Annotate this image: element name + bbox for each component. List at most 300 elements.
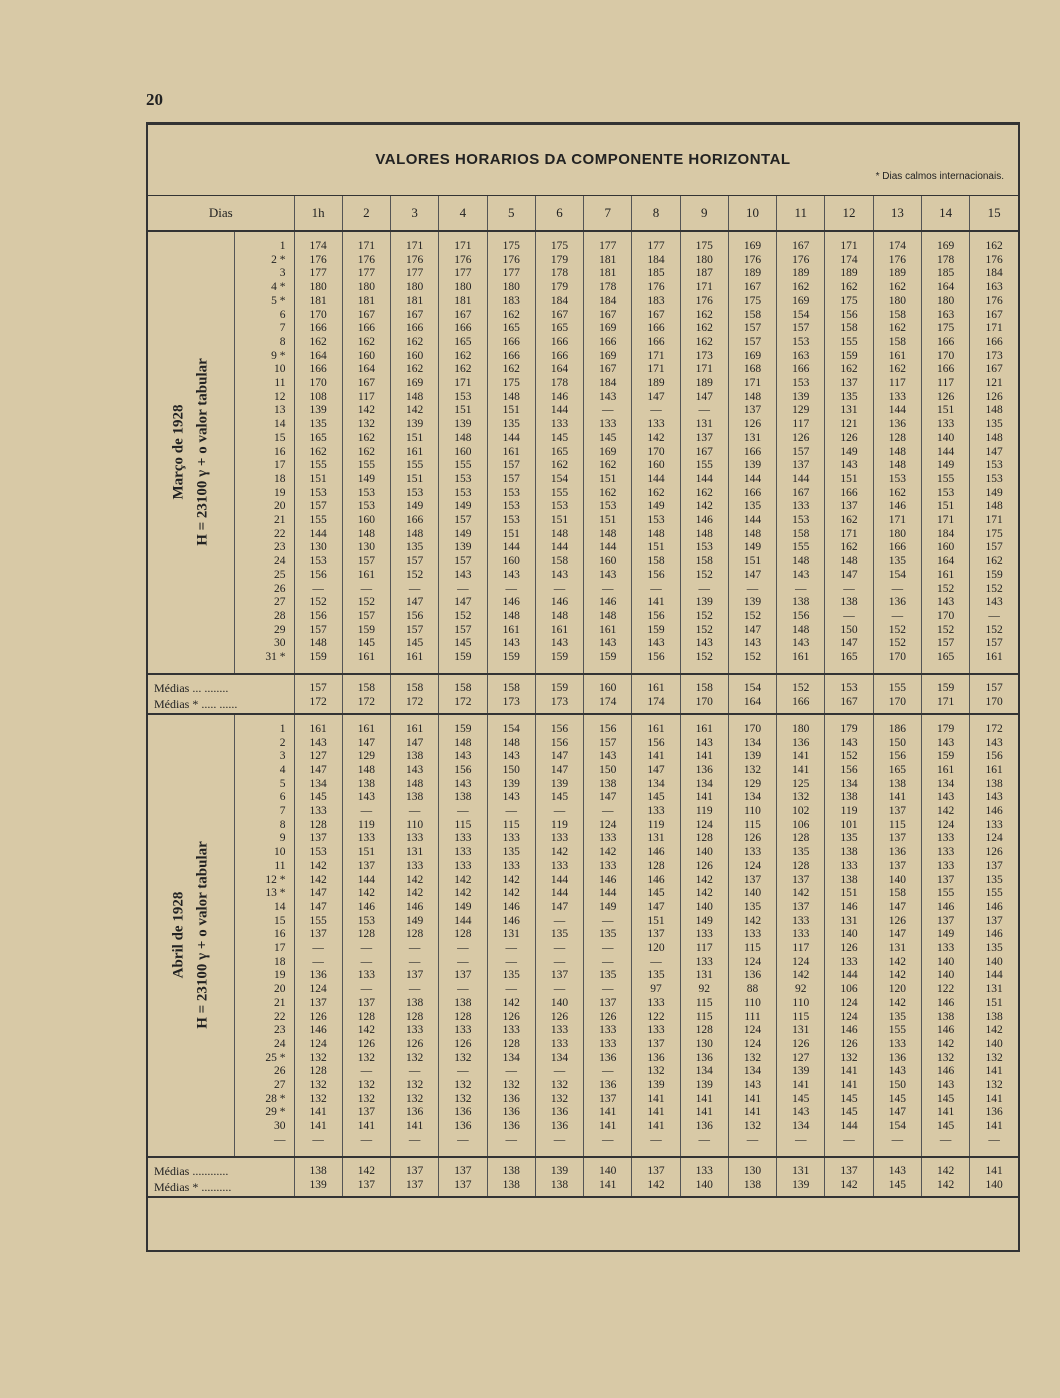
value-cell: 130 <box>680 1038 728 1052</box>
value-cell: 178 <box>584 281 632 295</box>
hour-header: 10 <box>728 196 776 232</box>
value-cell: 124 <box>680 819 728 833</box>
value-cell: 140 <box>921 432 969 446</box>
table-row <box>148 956 1018 970</box>
value-cell: — <box>391 942 439 956</box>
value-cell: 115 <box>439 819 487 833</box>
value-cell: 159 <box>439 651 487 665</box>
table-row <box>148 928 1018 942</box>
value-cell: 124 <box>825 997 873 1011</box>
value-cell: 171 <box>970 514 1018 528</box>
medias-value: 170 <box>680 695 728 714</box>
value-cell: 146 <box>487 901 535 915</box>
value-cell: 133 <box>728 846 776 860</box>
value-cell: 150 <box>584 764 632 778</box>
value-cell: 144 <box>487 432 535 446</box>
value-cell: 136 <box>873 1052 921 1066</box>
value-cell: 136 <box>584 1079 632 1093</box>
medias-label: Médias ............ <box>148 1157 294 1178</box>
value-cell: — <box>584 1065 632 1079</box>
value-cell: — <box>535 1134 583 1148</box>
value-cell: 161 <box>873 350 921 364</box>
value-cell: 144 <box>680 473 728 487</box>
value-cell: 149 <box>728 541 776 555</box>
medias-value: 158 <box>391 674 439 695</box>
value-cell: — <box>439 1134 487 1148</box>
value-cell: 146 <box>921 901 969 915</box>
value-cell: 156 <box>391 610 439 624</box>
value-cell: 142 <box>487 997 535 1011</box>
value-cell: 144 <box>825 1120 873 1134</box>
value-cell: 170 <box>728 723 776 737</box>
value-cell: 128 <box>294 1065 342 1079</box>
hour-header: 13 <box>873 196 921 232</box>
value-cell: 166 <box>342 322 390 336</box>
medias-value: 172 <box>439 695 487 714</box>
value-cell: 141 <box>584 1106 632 1120</box>
value-cell: 173 <box>970 350 1018 364</box>
value-cell: 142 <box>584 846 632 860</box>
value-cell: 151 <box>825 473 873 487</box>
value-cell: 138 <box>970 778 1018 792</box>
day-cell: 19 <box>274 969 286 982</box>
value-cell: 155 <box>921 473 969 487</box>
medias-value: 142 <box>921 1178 969 1197</box>
value-cell: 166 <box>391 514 439 528</box>
value-cell: 162 <box>584 459 632 473</box>
medias-value: 138 <box>487 1178 535 1197</box>
medias-value: 141 <box>970 1157 1018 1178</box>
value-cell: 157 <box>777 322 825 336</box>
value-cell: 155 <box>294 514 342 528</box>
value-cell: 132 <box>391 1079 439 1093</box>
value-cell: — <box>970 1134 1018 1148</box>
value-cell: 151 <box>391 432 439 446</box>
value-cell: 136 <box>873 846 921 860</box>
value-cell: — <box>294 956 342 970</box>
hour-header: 12 <box>825 196 873 232</box>
value-cell: 133 <box>777 915 825 929</box>
value-cell: 170 <box>921 610 969 624</box>
value-cell: 142 <box>777 887 825 901</box>
value-cell: 137 <box>294 997 342 1011</box>
value-cell: 134 <box>728 1065 776 1079</box>
value-cell: 133 <box>535 418 583 432</box>
table-row <box>148 764 1018 778</box>
day-cell: 26 <box>274 582 286 595</box>
table-row <box>148 432 1018 446</box>
value-cell: 132 <box>632 1065 680 1079</box>
table-row <box>148 610 1018 624</box>
value-cell: — <box>584 404 632 418</box>
value-cell: 143 <box>632 637 680 651</box>
value-cell: 137 <box>391 969 439 983</box>
value-cell: 135 <box>825 391 873 405</box>
medias-value: 145 <box>873 1178 921 1197</box>
value-cell: 167 <box>728 281 776 295</box>
table-row <box>148 819 1018 833</box>
value-cell: 132 <box>970 1079 1018 1093</box>
day-cell: 24 <box>274 555 286 568</box>
value-cell: 155 <box>970 887 1018 901</box>
value-cell: 156 <box>439 764 487 778</box>
value-cell: 133 <box>487 1024 535 1038</box>
value-cell: 176 <box>728 254 776 268</box>
value-cell: 121 <box>825 418 873 432</box>
value-cell: 153 <box>294 555 342 569</box>
value-cell: 134 <box>632 778 680 792</box>
value-cell: 133 <box>391 860 439 874</box>
value-cell: 135 <box>825 832 873 846</box>
value-cell: 171 <box>921 514 969 528</box>
value-cell: 143 <box>391 764 439 778</box>
value-cell: 147 <box>728 624 776 638</box>
medias-value: 137 <box>632 1157 680 1178</box>
value-cell: — <box>439 805 487 819</box>
medias-value: 172 <box>342 695 390 714</box>
day-cell: 20 <box>274 983 286 996</box>
table-row <box>148 1120 1018 1134</box>
value-cell: 142 <box>777 969 825 983</box>
value-cell: 149 <box>921 459 969 473</box>
table-row <box>148 240 1018 254</box>
value-cell: 185 <box>632 267 680 281</box>
table-row <box>148 322 1018 336</box>
medias-value: 143 <box>873 1157 921 1178</box>
value-cell: — <box>342 1134 390 1148</box>
value-cell: 142 <box>342 1024 390 1038</box>
value-cell: 122 <box>632 1011 680 1025</box>
table-row <box>148 1052 1018 1066</box>
value-cell: 144 <box>873 404 921 418</box>
value-cell: 143 <box>294 737 342 751</box>
value-cell: 143 <box>921 1079 969 1093</box>
value-cell: 177 <box>584 240 632 254</box>
value-cell: 155 <box>873 1024 921 1038</box>
value-cell: 141 <box>294 1106 342 1120</box>
value-cell: 133 <box>439 832 487 846</box>
value-cell: 143 <box>728 637 776 651</box>
table-row <box>148 791 1018 805</box>
value-cell: 159 <box>632 624 680 638</box>
value-cell: 135 <box>535 928 583 942</box>
value-cell: 144 <box>535 541 583 555</box>
medias-value: 142 <box>632 1178 680 1197</box>
day-cell: 20 <box>274 500 286 513</box>
table-row <box>148 737 1018 751</box>
value-cell: 189 <box>728 267 776 281</box>
value-cell: 177 <box>391 267 439 281</box>
value-cell: 133 <box>825 860 873 874</box>
day-cell: 9 <box>279 832 286 845</box>
value-cell: 124 <box>777 956 825 970</box>
table-row <box>148 309 1018 323</box>
hour-header: 1h <box>294 196 342 232</box>
value-cell: 171 <box>391 240 439 254</box>
value-cell: 146 <box>970 928 1018 942</box>
value-cell: 136 <box>294 969 342 983</box>
value-cell: 133 <box>584 418 632 432</box>
value-cell: 145 <box>342 637 390 651</box>
value-cell: 141 <box>873 791 921 805</box>
value-cell: 142 <box>873 956 921 970</box>
value-cell: 152 <box>680 651 728 665</box>
day-cell: 10 <box>274 846 286 859</box>
value-cell: 167 <box>777 240 825 254</box>
value-cell: 157 <box>777 446 825 460</box>
medias-value: 130 <box>728 1157 776 1178</box>
value-cell: 146 <box>680 514 728 528</box>
value-cell: 136 <box>391 1106 439 1120</box>
value-cell: 184 <box>584 295 632 309</box>
medias-value: 142 <box>342 1157 390 1178</box>
value-cell: 137 <box>584 997 632 1011</box>
value-cell: — <box>342 983 390 997</box>
value-cell: 159 <box>439 723 487 737</box>
value-cell: 164 <box>921 555 969 569</box>
medias-label: Médias * .......... <box>148 1178 294 1197</box>
value-cell: 139 <box>439 541 487 555</box>
value-cell: 131 <box>873 942 921 956</box>
value-cell: 133 <box>535 860 583 874</box>
table-row <box>148 295 1018 309</box>
value-cell: 133 <box>391 832 439 846</box>
day-cell: 15 <box>274 431 286 444</box>
value-cell: 126 <box>487 1011 535 1025</box>
value-cell: 170 <box>632 446 680 460</box>
value-cell: 151 <box>632 541 680 555</box>
value-cell: — <box>439 956 487 970</box>
value-cell: 177 <box>487 267 535 281</box>
value-cell: 151 <box>487 528 535 542</box>
value-cell: 138 <box>584 778 632 792</box>
value-cell: 162 <box>391 363 439 377</box>
value-cell: 146 <box>584 596 632 610</box>
value-cell: 140 <box>825 928 873 942</box>
value-cell: 162 <box>970 555 1018 569</box>
value-cell: 133 <box>342 969 390 983</box>
value-cell: 175 <box>921 322 969 336</box>
value-cell: 141 <box>680 1106 728 1120</box>
value-cell: 135 <box>487 846 535 860</box>
medias-value: 140 <box>680 1178 728 1197</box>
table-row <box>148 350 1018 364</box>
value-cell: 133 <box>391 1024 439 1038</box>
value-cell: 130 <box>342 541 390 555</box>
value-cell: 142 <box>391 887 439 901</box>
medias-value: 137 <box>342 1178 390 1197</box>
value-cell: 137 <box>921 915 969 929</box>
value-cell: 134 <box>535 1052 583 1066</box>
value-cell: 175 <box>728 295 776 309</box>
value-cell: 170 <box>294 377 342 391</box>
value-cell: 177 <box>294 267 342 281</box>
value-cell: 135 <box>391 541 439 555</box>
value-cell: 140 <box>680 901 728 915</box>
value-cell: 158 <box>535 555 583 569</box>
medias-value: 137 <box>825 1157 873 1178</box>
value-cell: 102 <box>777 805 825 819</box>
day-cell: 17 <box>274 459 286 472</box>
value-cell: 148 <box>970 432 1018 446</box>
value-cell: 147 <box>535 901 583 915</box>
medias-value: 159 <box>535 674 583 695</box>
table-row <box>148 1134 1018 1148</box>
value-cell: 126 <box>777 432 825 446</box>
value-cell: — <box>342 805 390 819</box>
value-cell: 167 <box>584 309 632 323</box>
value-cell: 141 <box>777 764 825 778</box>
value-cell: 128 <box>391 928 439 942</box>
value-cell: 151 <box>535 514 583 528</box>
value-cell: 142 <box>680 874 728 888</box>
value-cell: 180 <box>342 281 390 295</box>
value-cell: 162 <box>873 281 921 295</box>
value-cell: 136 <box>439 1120 487 1134</box>
value-cell: 166 <box>728 487 776 501</box>
value-cell: 143 <box>535 569 583 583</box>
value-cell: 166 <box>825 487 873 501</box>
value-cell: 143 <box>342 791 390 805</box>
value-cell: 147 <box>873 901 921 915</box>
table-row <box>148 1079 1018 1093</box>
day-cell: 15 <box>274 914 286 927</box>
value-cell: 162 <box>439 350 487 364</box>
day-cell: 3 <box>279 267 286 280</box>
value-cell: — <box>825 610 873 624</box>
day-cell: 7 <box>279 805 286 818</box>
value-cell: 160 <box>584 555 632 569</box>
value-cell: 151 <box>294 473 342 487</box>
hour-header: 4 <box>439 196 487 232</box>
value-cell: 137 <box>728 874 776 888</box>
month-label: Março de 1928 <box>170 404 187 500</box>
value-cell: — <box>391 1134 439 1148</box>
table-title: VALORES HORARIOS DA COMPONENTE HORIZONTAL <box>375 151 791 168</box>
value-cell: 141 <box>825 1065 873 1079</box>
value-cell: 151 <box>632 915 680 929</box>
value-cell: 143 <box>584 391 632 405</box>
value-cell: 153 <box>342 500 390 514</box>
value-cell: 146 <box>825 901 873 915</box>
value-cell: — <box>873 610 921 624</box>
value-cell: 136 <box>439 1106 487 1120</box>
value-cell: 133 <box>777 500 825 514</box>
header-row <box>148 196 1018 232</box>
value-cell: 128 <box>680 832 728 846</box>
value-cell: 136 <box>680 1052 728 1066</box>
medias-value: 140 <box>970 1178 1018 1197</box>
value-cell: 160 <box>487 555 535 569</box>
value-cell: 156 <box>777 610 825 624</box>
day-cell: 22 <box>274 527 286 540</box>
value-cell: 117 <box>777 418 825 432</box>
value-cell: 129 <box>342 750 390 764</box>
value-cell: 148 <box>777 555 825 569</box>
medias-value: 172 <box>391 695 439 714</box>
value-cell: 163 <box>777 350 825 364</box>
value-cell: 153 <box>439 487 487 501</box>
value-cell: 132 <box>921 1052 969 1066</box>
value-cell: 143 <box>439 569 487 583</box>
table-row <box>148 541 1018 555</box>
value-cell: — <box>873 583 921 597</box>
value-cell: 156 <box>632 610 680 624</box>
value-cell: 142 <box>921 805 969 819</box>
value-cell: 132 <box>391 1093 439 1107</box>
value-cell: 178 <box>535 377 583 391</box>
value-cell: 143 <box>487 637 535 651</box>
value-cell: 180 <box>873 528 921 542</box>
value-cell: 180 <box>777 723 825 737</box>
value-cell: 149 <box>584 901 632 915</box>
value-cell: 147 <box>873 1106 921 1120</box>
value-cell: 162 <box>535 459 583 473</box>
value-cell: 152 <box>921 624 969 638</box>
value-cell: 131 <box>680 418 728 432</box>
value-cell: 155 <box>439 459 487 473</box>
value-cell: 162 <box>825 541 873 555</box>
value-cell: 136 <box>584 1052 632 1066</box>
value-cell: 180 <box>487 281 535 295</box>
value-cell: 152 <box>970 624 1018 638</box>
value-cell: 132 <box>294 1079 342 1093</box>
value-cell: 146 <box>535 596 583 610</box>
value-cell: 162 <box>342 446 390 460</box>
value-cell: 132 <box>535 1093 583 1107</box>
value-cell: 169 <box>584 446 632 460</box>
day-cell: 14 <box>274 900 286 913</box>
value-cell: 97 <box>632 983 680 997</box>
value-cell: 106 <box>777 819 825 833</box>
value-cell: 142 <box>487 887 535 901</box>
value-cell: 163 <box>921 309 969 323</box>
value-cell: 148 <box>777 624 825 638</box>
value-cell: 148 <box>825 555 873 569</box>
hour-header: 3 <box>391 196 439 232</box>
value-cell: 153 <box>921 487 969 501</box>
value-cell: 106 <box>825 983 873 997</box>
value-cell: — <box>294 1134 342 1148</box>
value-cell: — <box>487 583 535 597</box>
value-cell: 167 <box>535 309 583 323</box>
value-cell: 138 <box>391 997 439 1011</box>
value-cell: 176 <box>439 254 487 268</box>
value-cell: 148 <box>487 610 535 624</box>
table-row <box>148 915 1018 929</box>
value-cell: 133 <box>873 391 921 405</box>
day-cell: 17 <box>274 942 286 955</box>
value-cell: 157 <box>487 473 535 487</box>
value-cell: 147 <box>970 446 1018 460</box>
value-cell: 143 <box>439 750 487 764</box>
day-cell: 16 <box>274 928 286 941</box>
hour-header: 2 <box>342 196 390 232</box>
value-cell: — <box>342 1065 390 1079</box>
value-cell: 162 <box>632 487 680 501</box>
value-cell: — <box>439 1065 487 1079</box>
value-cell: 148 <box>439 737 487 751</box>
medias-value: 137 <box>391 1178 439 1197</box>
value-cell: 111 <box>728 1011 776 1025</box>
value-cell: 134 <box>728 791 776 805</box>
value-cell: 136 <box>873 418 921 432</box>
day-cell: 8 <box>279 335 286 348</box>
value-cell: 162 <box>487 309 535 323</box>
value-cell: 156 <box>632 569 680 583</box>
value-cell: 179 <box>825 723 873 737</box>
medias-value: 137 <box>439 1178 487 1197</box>
